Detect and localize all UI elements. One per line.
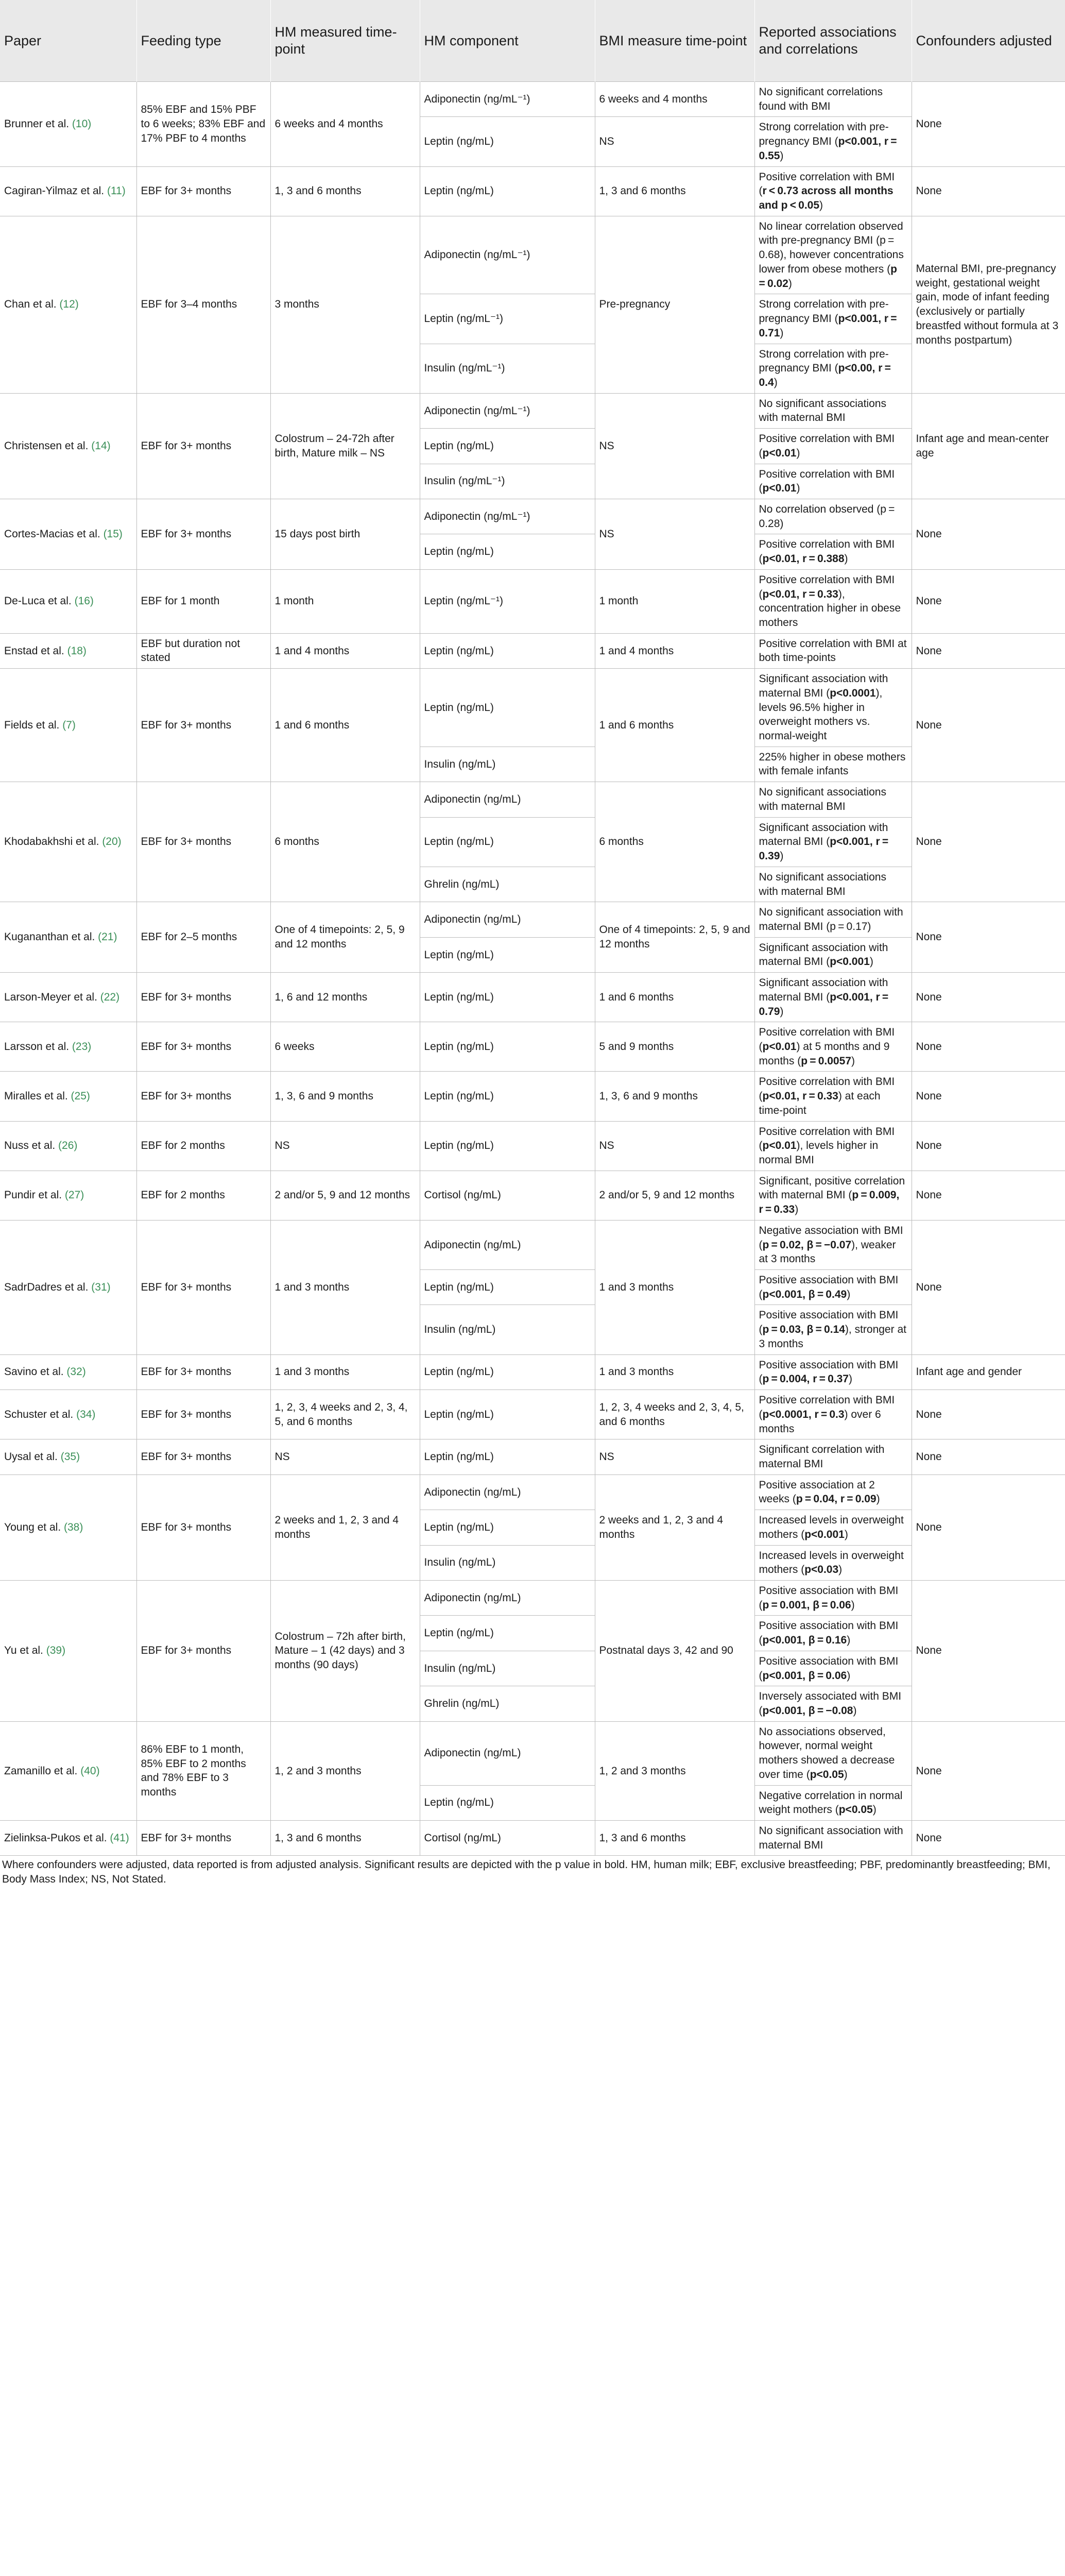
confounders-cell: None — [912, 166, 1065, 216]
association-cell: Positive correlation with BMI (p<0.01), levels higher in normal BMI — [754, 1121, 912, 1171]
hm-component-cell: Insulin (ng/mL) — [420, 1651, 595, 1686]
bmi-time-point-cell: NS — [595, 117, 754, 166]
hm-component-cell: Insulin (ng/mL) — [420, 747, 595, 782]
paper-cell — [0, 1721, 136, 1820]
hm-component-cell: Leptin (ng/mL) — [420, 166, 595, 216]
hm-component-cell: Leptin (ng/mL) — [420, 669, 595, 747]
confounders-cell: None — [912, 669, 1065, 782]
association-cell: Positive association with BMI (p<0.001, β = 0.16) — [754, 1616, 912, 1651]
confounders-cell: None — [912, 1072, 1065, 1121]
hm-component-cell: Leptin (ng/mL) — [420, 534, 595, 569]
feeding-type-cell: EBF for 3+ months — [136, 166, 270, 216]
confounders-cell: None — [912, 1821, 1065, 1856]
association-cell: Positive association with BMI (p = 0.03, β = 0.14), stronger at 3 months — [754, 1305, 912, 1354]
paper-name: Cagiran-Yilmaz et al. — [4, 185, 107, 197]
confounders-cell: None — [912, 1022, 1065, 1072]
citation-link[interactable]: (22) — [100, 991, 120, 1003]
citation-link[interactable]: (12) — [59, 298, 79, 311]
hm-time-point-cell: 6 weeks and 4 months — [270, 82, 420, 167]
hm-component-cell: Adiponectin (ng/mL⁻¹) — [420, 82, 595, 117]
confounders-cell: Infant age and mean-center age — [912, 393, 1065, 499]
citation-link[interactable]: (39) — [46, 1645, 66, 1657]
bmi-time-point-cell: 1, 3 and 6 months — [595, 166, 754, 216]
association-cell: 225% higher in obese mothers with female infants — [754, 747, 912, 782]
table-row — [0, 1171, 1065, 1220]
citation-link[interactable]: (27) — [64, 1189, 84, 1201]
feeding-type-cell: EBF for 3+ months — [136, 393, 270, 499]
citation-link[interactable]: (31) — [91, 1281, 111, 1293]
feeding-type-cell: EBF for 3+ months — [136, 973, 270, 1022]
paper-cell — [0, 902, 136, 973]
bmi-time-point-cell: NS — [595, 1121, 754, 1171]
feeding-type-cell: EBF for 3+ months — [136, 1220, 270, 1354]
paper-name: Khodabakhshi et al. — [4, 836, 102, 848]
hm-component-cell: Adiponectin (ng/mL) — [420, 1580, 595, 1615]
bmi-time-point-cell: 1, 3 and 6 months — [595, 1821, 754, 1856]
hm-time-point-cell: Colostrum – 24-72h after birth, Mature milk – NS — [270, 393, 420, 499]
paper-cell — [0, 166, 136, 216]
paper-name: Nuss et al. — [4, 1140, 59, 1152]
association-cell: Positive association with BMI (p = 0.001, β = 0.06) — [754, 1580, 912, 1615]
citation-link[interactable]: (34) — [76, 1408, 96, 1420]
association-cell: Significant association with maternal BMI (p<0.0001), levels 96.5% higher in overweight mothers vs. normal-weight — [754, 669, 912, 747]
bmi-time-point-cell: Postnatal days 3, 42 and 90 — [595, 1580, 754, 1721]
table-footnote: Where confounders were adjusted, data reported is from adjusted analysis. Significant results are depicted with the p value in bold. HM, human milk; EBF, exclusive breastfeeding; PBF, predominantly breastfeeding; BMI, Body Mass Index; NS, Not Stated. — [2, 1859, 1051, 1886]
hm-time-point-cell: 1 and 6 months — [270, 669, 420, 782]
association-cell: Negative association with BMI (p = 0.02, β = −0.07), weaker at 3 months — [754, 1220, 912, 1269]
hm-component-cell: Leptin (ng/mL) — [420, 817, 595, 867]
hm-component-cell: Adiponectin (ng/mL⁻¹) — [420, 499, 595, 534]
hm-component-cell: Adiponectin (ng/mL) — [420, 1220, 595, 1269]
citation-link[interactable]: (41) — [110, 1832, 129, 1844]
hm-time-point-cell: 1 month — [270, 569, 420, 633]
citation-link[interactable]: (35) — [60, 1451, 80, 1463]
citation-link[interactable]: (21) — [98, 931, 117, 943]
paper-cell — [0, 569, 136, 633]
feeding-type-cell: EBF for 3–4 months — [136, 216, 270, 393]
hm-time-point-cell: 1, 2 and 3 months — [270, 1721, 420, 1820]
table-row — [0, 499, 1065, 534]
feeding-type-cell: EBF for 3+ months — [136, 1072, 270, 1121]
association-cell: Inversely associated with BMI (p<0.001, β = −0.08) — [754, 1686, 912, 1721]
feeding-type-cell: EBF for 3+ months — [136, 1580, 270, 1721]
association-cell: Strong correlation with pre-pregnancy BMI (p<0.00, r = 0.4) — [754, 344, 912, 393]
hm-time-point-cell: NS — [270, 1121, 420, 1171]
hm-time-point-cell: 3 months — [270, 216, 420, 393]
paper-name: Brunner et al. — [4, 117, 72, 130]
hm-component-cell: Leptin (ng/mL⁻¹) — [420, 569, 595, 633]
paper-cell — [0, 782, 136, 902]
confounders-cell: Maternal BMI, pre-pregnancy weight, gestational weight gain, mode of infant feeding (exclusively or partially breastfed without formula at 3 months postpartum) — [912, 216, 1065, 393]
paper-name: Young et al. — [4, 1521, 64, 1533]
feeding-type-cell: EBF for 3+ months — [136, 1439, 270, 1475]
hm-time-point-cell: NS — [270, 1439, 420, 1475]
confounders-cell: None — [912, 1721, 1065, 1820]
association-cell: Strong correlation with pre-pregnancy BMI (p<0.001, r = 0.55) — [754, 117, 912, 166]
table-row — [0, 1022, 1065, 1072]
bmi-time-point-cell: 1 and 3 months — [595, 1220, 754, 1354]
citation-link[interactable]: (11) — [107, 185, 126, 197]
table-row — [0, 82, 1065, 117]
bmi-time-point-cell: One of 4 timepoints: 2, 5, 9 and 12 months — [595, 902, 754, 973]
paper-cell — [0, 393, 136, 499]
table-row — [0, 569, 1065, 633]
table-row — [0, 902, 1065, 937]
feeding-type-cell: EBF but duration not stated — [136, 633, 270, 668]
confounders-cell: None — [912, 1475, 1065, 1580]
paper-cell — [0, 499, 136, 569]
feeding-type-cell: 86% EBF to 1 month, 85% EBF to 2 months and 78% EBF to 3 months — [136, 1721, 270, 1820]
association-cell: No significant associations with maternal BMI — [754, 393, 912, 428]
table-row — [0, 1821, 1065, 1856]
hm-component-cell: Leptin (ng/mL) — [420, 633, 595, 668]
hm-component-cell: Adiponectin (ng/mL) — [420, 1721, 595, 1785]
confounders-cell: None — [912, 1171, 1065, 1220]
confounders-cell: None — [912, 1220, 1065, 1354]
bmi-time-point-cell: 1 and 6 months — [595, 669, 754, 782]
paper-cell — [0, 1171, 136, 1220]
hm-component-cell: Adiponectin (ng/mL) — [420, 782, 595, 817]
hm-time-point-cell: 1, 6 and 12 months — [270, 973, 420, 1022]
hm-component-cell: Leptin (ng/mL) — [420, 1439, 595, 1475]
table-row — [0, 1475, 1065, 1510]
association-cell: No significant association with maternal BMI (p = 0.17) — [754, 902, 912, 937]
association-cell: No linear correlation observed with pre-pregnancy BMI (p = 0.68), however concentrations lower from obese mothers (p = 0.02) — [754, 216, 912, 294]
citation-link[interactable]: (38) — [64, 1521, 83, 1533]
association-cell: Positive correlation with BMI (p<0.01) at 5 months and 9 months (p = 0.0057) — [754, 1022, 912, 1072]
paper-name: SadrDadres et al. — [4, 1281, 92, 1293]
confounders-cell: None — [912, 973, 1065, 1022]
confounders-cell: None — [912, 782, 1065, 902]
citation-link[interactable]: (16) — [74, 595, 94, 607]
paper-name: Savino et al. — [4, 1366, 67, 1378]
table-row — [0, 1439, 1065, 1475]
confounders-cell: None — [912, 82, 1065, 167]
association-cell: Strong correlation with pre-pregnancy BMI (p<0.001, r = 0.71) — [754, 294, 912, 344]
feeding-type-cell: EBF for 2–5 months — [136, 902, 270, 973]
table-row — [0, 669, 1065, 747]
hm-time-point-cell: 1, 3 and 6 months — [270, 1821, 420, 1856]
header-hm-component: HM component — [420, 0, 595, 82]
paper-cell — [0, 1022, 136, 1072]
feeding-type-cell: EBF for 3+ months — [136, 1022, 270, 1072]
association-cell: Increased levels in overweight mothers (p<0.001) — [754, 1510, 912, 1545]
confounders-cell: None — [912, 1580, 1065, 1721]
paper-name: Chan et al. — [4, 298, 60, 311]
hm-component-cell: Leptin (ng/mL⁻¹) — [420, 294, 595, 344]
association-cell: Positive association with BMI (p<0.001, β = 0.06) — [754, 1651, 912, 1686]
association-cell: Negative correlation in normal weight mothers (p<0.05) — [754, 1785, 912, 1820]
association-cell: Increased levels in overweight mothers (p<0.03) — [754, 1545, 912, 1580]
paper-name: Zamanillo et al. — [4, 1765, 81, 1777]
hm-component-cell: Cortisol (ng/mL) — [420, 1171, 595, 1220]
table-row — [0, 633, 1065, 668]
hm-component-cell: Leptin (ng/mL) — [420, 1121, 595, 1171]
paper-cell — [0, 633, 136, 668]
paper-name: Yu et al. — [4, 1645, 46, 1657]
association-cell: No significant correlations found with BMI — [754, 82, 912, 117]
hm-component-cell: Ghrelin (ng/mL) — [420, 1686, 595, 1721]
confounders-cell: None — [912, 1121, 1065, 1171]
hm-component-cell: Adiponectin (ng/mL⁻¹) — [420, 393, 595, 428]
header-bmi-time-point: BMI measure time-point — [595, 0, 754, 82]
association-cell: Positive correlation with BMI at both time-points — [754, 633, 912, 668]
paper-name: Zielinksa-Pukos et al. — [4, 1832, 110, 1844]
citation-link[interactable]: (10) — [72, 117, 92, 130]
association-cell: Significant, positive correlation with maternal BMI (p = 0.009, r = 0.33) — [754, 1171, 912, 1220]
paper-name: Enstad et al. — [4, 645, 67, 657]
paper-cell — [0, 1354, 136, 1389]
citation-link[interactable]: (14) — [91, 439, 111, 452]
association-cell: No significant associations with maternal BMI — [754, 867, 912, 902]
hm-time-point-cell: Colostrum – 72h after birth, Mature – 1 (42 days) and 3 months (90 days) — [270, 1580, 420, 1721]
association-cell: Positive association with BMI (p<0.001, β = 0.49) — [754, 1270, 912, 1305]
paper-name: Larsson et al. — [4, 1040, 72, 1053]
paper-name: Kugananthan et al. — [4, 931, 98, 943]
feeding-type-cell: EBF for 1 month — [136, 569, 270, 633]
paper-cell — [0, 1072, 136, 1121]
hm-time-point-cell: 1 and 3 months — [270, 1220, 420, 1354]
hm-component-cell: Leptin (ng/mL) — [420, 973, 595, 1022]
bmi-time-point-cell: 1 month — [595, 569, 754, 633]
bmi-time-point-cell: 1 and 3 months — [595, 1354, 754, 1389]
hm-time-point-cell: 1, 3 and 6 months — [270, 166, 420, 216]
bmi-time-point-cell: 2 and/or 5, 9 and 12 months — [595, 1171, 754, 1220]
hm-component-cell: Leptin (ng/mL) — [420, 1390, 595, 1439]
hm-component-cell: Leptin (ng/mL) — [420, 1510, 595, 1545]
association-cell: Significant correlation with maternal BMI — [754, 1439, 912, 1475]
bmi-time-point-cell: 2 weeks and 1, 2, 3 and 4 months — [595, 1475, 754, 1580]
paper-cell — [0, 669, 136, 782]
confounders-cell: None — [912, 499, 1065, 569]
association-cell: Positive association at 2 weeks (p = 0.04, r = 0.09) — [754, 1475, 912, 1510]
association-cell: No significant associations with maternal BMI — [754, 782, 912, 817]
paper-cell — [0, 1475, 136, 1580]
feeding-type-cell: EBF for 2 months — [136, 1121, 270, 1171]
feeding-type-cell: EBF for 3+ months — [136, 499, 270, 569]
hm-component-cell: Insulin (ng/mL⁻¹) — [420, 344, 595, 393]
paper-name: De-Luca et al. — [4, 595, 75, 607]
feeding-type-cell: EBF for 3+ months — [136, 1390, 270, 1439]
table-row — [0, 1220, 1065, 1269]
hm-time-point-cell: One of 4 timepoints: 2, 5, 9 and 12 months — [270, 902, 420, 973]
table-row — [0, 216, 1065, 294]
header-paper: Paper — [0, 0, 136, 82]
hm-time-point-cell: 6 weeks — [270, 1022, 420, 1072]
hm-component-cell: Adiponectin (ng/mL⁻¹) — [420, 216, 595, 294]
paper-cell — [0, 1580, 136, 1721]
bmi-time-point-cell: 1, 2 and 3 months — [595, 1721, 754, 1820]
confounders-cell: None — [912, 633, 1065, 668]
table-row — [0, 1121, 1065, 1171]
header-hm-time-point: HM measured time-point — [270, 0, 420, 82]
citation-link[interactable]: (26) — [58, 1140, 78, 1152]
association-cell: Significant association with maternal BMI (p<0.001) — [754, 937, 912, 972]
confounders-cell: None — [912, 1439, 1065, 1475]
hm-component-cell: Leptin (ng/mL) — [420, 1022, 595, 1072]
feeding-type-cell: EBF for 3+ months — [136, 669, 270, 782]
hm-component-cell: Leptin (ng/mL) — [420, 937, 595, 972]
hm-time-point-cell: 15 days post birth — [270, 499, 420, 569]
bmi-time-point-cell: 6 months — [595, 782, 754, 902]
association-cell: Positive correlation with BMI (p<0.0001, r = 0.3) over 6 months — [754, 1390, 912, 1439]
table-row — [0, 1390, 1065, 1439]
paper-name: Uysal et al. — [4, 1451, 61, 1463]
hm-time-point-cell: 6 months — [270, 782, 420, 902]
table-row — [0, 393, 1065, 428]
hm-component-cell: Ghrelin (ng/mL) — [420, 867, 595, 902]
association-cell: Positive correlation with BMI (p<0.01) — [754, 429, 912, 464]
paper-name: Larson-Meyer et al. — [4, 991, 100, 1003]
table-body — [0, 82, 1065, 1856]
paper-cell — [0, 82, 136, 167]
hm-time-point-cell: 1, 3, 6 and 9 months — [270, 1072, 420, 1121]
association-cell: Positive correlation with BMI (p<0.01) — [754, 464, 912, 499]
header-row — [0, 0, 1065, 82]
table-row — [0, 782, 1065, 817]
association-cell: Positive correlation with BMI (p<0.01, r = 0.33), concentration higher in obese mothers — [754, 569, 912, 633]
table-header — [0, 0, 1065, 82]
hm-component-cell: Leptin (ng/mL) — [420, 1072, 595, 1121]
association-cell: Positive association with BMI (p = 0.004, r = 0.37) — [754, 1354, 912, 1389]
bmi-time-point-cell: NS — [595, 393, 754, 499]
table-row — [0, 973, 1065, 1022]
citation-link[interactable]: (23) — [72, 1040, 92, 1053]
paper-cell — [0, 1821, 136, 1856]
paper-name: Miralles et al. — [4, 1090, 71, 1103]
paper-name: Christensen et al. — [4, 439, 92, 452]
hm-component-cell: Leptin (ng/mL) — [420, 1616, 595, 1651]
bmi-time-point-cell: 1, 3, 6 and 9 months — [595, 1072, 754, 1121]
header-confounders: Confounders adjusted — [912, 0, 1065, 82]
hm-component-cell: Adiponectin (ng/mL) — [420, 902, 595, 937]
hm-component-cell: Leptin (ng/mL) — [420, 429, 595, 464]
table-row — [0, 1354, 1065, 1389]
citation-link[interactable]: (15) — [103, 528, 123, 540]
association-cell: Significant association with maternal BMI (p<0.001, r = 0.79) — [754, 973, 912, 1022]
header-associations: Reported associations and correlations — [754, 0, 912, 82]
citation-link[interactable]: (20) — [102, 836, 122, 848]
paper-cell — [0, 216, 136, 393]
feeding-type-cell: EBF for 3+ months — [136, 1821, 270, 1856]
feeding-type-cell: EBF for 3+ months — [136, 782, 270, 902]
hm-component-cell: Cortisol (ng/mL) — [420, 1821, 595, 1856]
bmi-time-point-cell: 1, 2, 3, 4 weeks and 2, 3, 4, 5, and 6 months — [595, 1390, 754, 1439]
table-row — [0, 1721, 1065, 1785]
table-row — [0, 166, 1065, 216]
association-cell: No associations observed, however, normal weight mothers showed a decrease over time (p<0.05) — [754, 1721, 912, 1785]
association-cell: Positive correlation with BMI (p<0.01, r = 0.388) — [754, 534, 912, 569]
hm-component-cell: Leptin (ng/mL) — [420, 117, 595, 166]
association-cell: No correlation observed (p = 0.28) — [754, 499, 912, 534]
paper-name: Schuster et al. — [4, 1408, 77, 1420]
table-row — [0, 1580, 1065, 1615]
bmi-time-point-cell: 5 and 9 months — [595, 1022, 754, 1072]
citation-link[interactable]: (25) — [71, 1090, 90, 1103]
confounders-cell: None — [912, 569, 1065, 633]
hm-time-point-cell: 1 and 3 months — [270, 1354, 420, 1389]
bmi-time-point-cell: 6 weeks and 4 months — [595, 82, 754, 117]
association-cell: No significant association with maternal BMI — [754, 1821, 912, 1856]
paper-cell — [0, 973, 136, 1022]
hm-time-point-cell: 2 and/or 5, 9 and 12 months — [270, 1171, 420, 1220]
hm-component-cell: Leptin (ng/mL) — [420, 1785, 595, 1820]
hm-component-cell: Adiponectin (ng/mL) — [420, 1475, 595, 1510]
hm-time-point-cell: 2 weeks and 1, 2, 3 and 4 months — [270, 1475, 420, 1580]
table-row — [0, 1072, 1065, 1121]
paper-cell — [0, 1390, 136, 1439]
bmi-time-point-cell: Pre-pregnancy — [595, 216, 754, 393]
hm-time-point-cell: 1 and 4 months — [270, 633, 420, 668]
confounders-cell: None — [912, 1390, 1065, 1439]
confounders-cell: Infant age and gender — [912, 1354, 1065, 1389]
hm-component-cell: Insulin (ng/mL) — [420, 1545, 595, 1580]
feeding-type-cell: EBF for 3+ months — [136, 1354, 270, 1389]
hm-time-point-cell: 1, 2, 3, 4 weeks and 2, 3, 4, 5, and 6 months — [270, 1390, 420, 1439]
hm-component-cell: Insulin (ng/mL) — [420, 1305, 595, 1354]
paper-cell — [0, 1439, 136, 1475]
hm-component-cell: Leptin (ng/mL) — [420, 1354, 595, 1389]
citation-link[interactable]: (32) — [66, 1366, 86, 1378]
association-cell: Significant association with maternal BMI (p<0.001, r = 0.39) — [754, 817, 912, 867]
bmi-time-point-cell: NS — [595, 499, 754, 569]
feeding-type-cell: EBF for 2 months — [136, 1171, 270, 1220]
confounders-cell: None — [912, 902, 1065, 973]
citation-link[interactable]: (18) — [67, 645, 87, 657]
paper-cell — [0, 1121, 136, 1171]
bmi-time-point-cell: NS — [595, 1439, 754, 1475]
citation-link[interactable]: (7) — [62, 719, 76, 731]
paper-name: Cortes-Macias et al. — [4, 528, 104, 540]
hm-component-cell: Insulin (ng/mL⁻¹) — [420, 464, 595, 499]
hm-component-cell: Leptin (ng/mL) — [420, 1270, 595, 1305]
association-cell: Positive correlation with BMI (p<0.01, r = 0.33) at each time-point — [754, 1072, 912, 1121]
association-cell: Positive correlation with BMI (r < 0.73 across all months and p < 0.05) — [754, 166, 912, 216]
paper-name: Fields et al. — [4, 719, 63, 731]
feeding-type-cell: EBF for 3+ months — [136, 1475, 270, 1580]
paper-cell — [0, 1220, 136, 1354]
bmi-time-point-cell: 1 and 4 months — [595, 633, 754, 668]
paper-name: Pundir et al. — [4, 1189, 65, 1201]
citation-link[interactable]: (40) — [80, 1765, 100, 1777]
header-feeding-type: Feeding type — [136, 0, 270, 82]
bmi-time-point-cell: 1 and 6 months — [595, 973, 754, 1022]
feeding-type-cell: 85% EBF and 15% PBF to 6 weeks; 83% EBF and 17% PBF to 4 months — [136, 82, 270, 167]
